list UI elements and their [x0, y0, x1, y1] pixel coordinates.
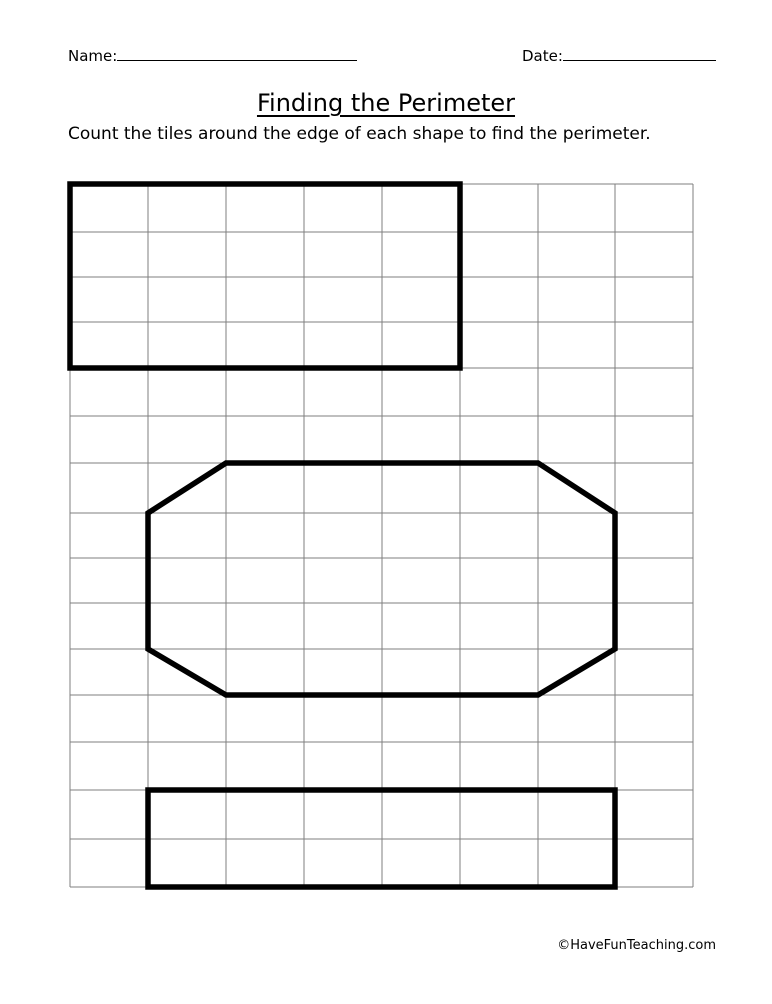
date-label: Date:	[522, 47, 563, 65]
copyright-text: ©HaveFunTeaching.com	[557, 938, 716, 953]
shape-rectangle-top	[70, 184, 460, 368]
worksheet-title: Finding the Perimeter	[256, 89, 516, 117]
instructions-text: Count the tiles around the edge of each shape to find the perimeter.	[68, 124, 651, 144]
name-label: Name:	[68, 47, 118, 65]
grid-lines	[70, 184, 693, 887]
